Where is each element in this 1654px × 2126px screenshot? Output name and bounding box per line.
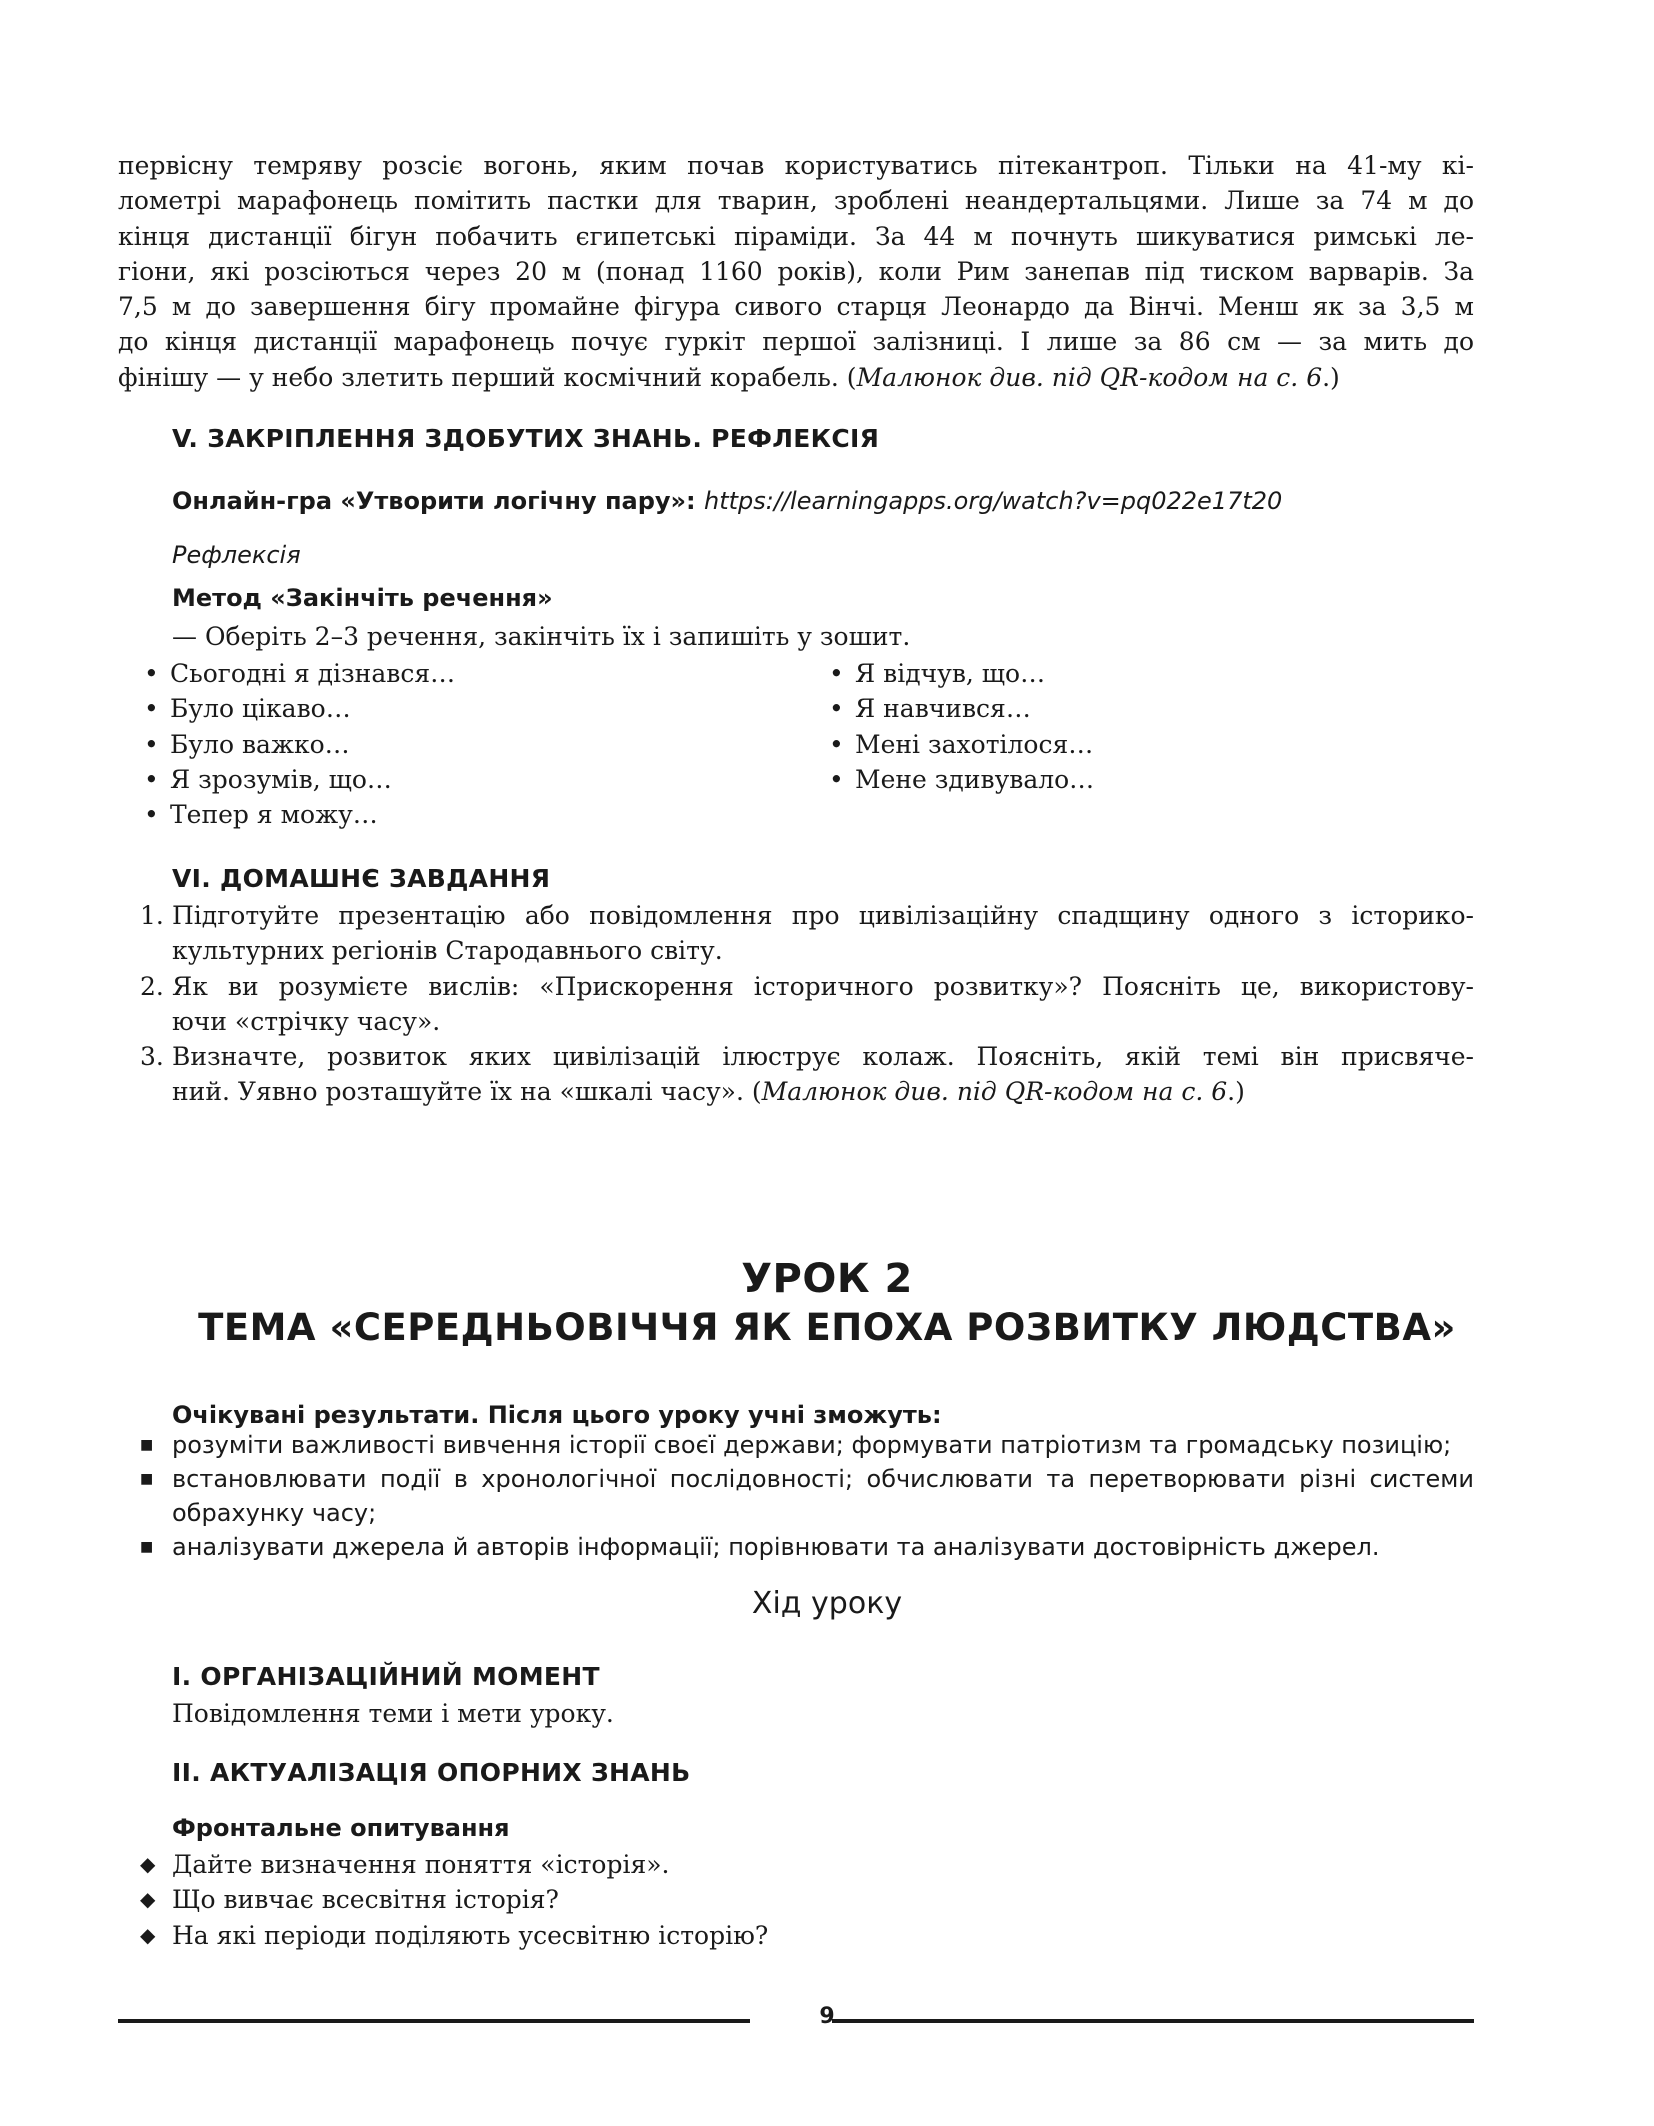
- bullet-icon: •: [829, 659, 844, 688]
- homework-list: [140, 898, 1474, 1110]
- sentence-list-right: [829, 656, 1095, 797]
- text-line: розуміти важливості вивчення історії своєї держави; формувати патріотизм та громадську позицію;: [172, 1431, 1452, 1459]
- list-item: [144, 691, 455, 726]
- lesson-course-title: Хід уроку: [751, 1586, 903, 1621]
- method-title: Метод «Закінчіть речення»: [172, 584, 553, 612]
- figure-reference: Малюнок див. під QR-кодом на с. 6: [761, 1077, 1228, 1107]
- text-line: аналізувати джерела й авторів інформації; порівнювати та аналізувати достовірність джерел.: [172, 1533, 1380, 1561]
- bullet-icon: •: [144, 659, 159, 688]
- list-item: [144, 656, 456, 691]
- text-line: до кінця дистанції марафонець почує гуркіт першої залізниці. І лише за 86 см — за мить до: [118, 327, 1474, 357]
- online-game-link[interactable]: https://learningapps.org/watch?v=pq022e17t20: [704, 487, 1283, 515]
- text-line: [172, 1074, 1474, 1109]
- text-line: кінця дистанції бігун побачить єгипетські піраміди. За 44 м почнуть шикуватися римські ле-: [118, 221, 1474, 251]
- list-item-text: Я навчився…: [855, 694, 1031, 724]
- bullet-icon: •: [144, 764, 159, 794]
- list-item: [140, 1530, 1474, 1564]
- item-number: 3.: [140, 1042, 164, 1072]
- list-item: [829, 656, 1094, 691]
- diamond-bullet-icon: ◆: [140, 1887, 156, 1912]
- list-item: [140, 1847, 768, 1882]
- text-line: 7,5 м до завершення бігу промайне фігура сивого старця Леонардо да Вінчі. Менш як за 3,5 м: [118, 292, 1474, 322]
- item-number: 1.: [140, 901, 164, 930]
- list-item-text: Тепер я можу…: [170, 800, 378, 830]
- list-item: [140, 969, 1474, 1040]
- list-item: [829, 691, 1094, 726]
- bullet-icon: •: [144, 694, 159, 724]
- text-line: Визначте, розвиток яких цивілізацій ілюструє колаж. Поясніть, якій темі він присвяче-: [172, 1042, 1474, 1072]
- list-item: [144, 797, 455, 832]
- list-item: [140, 1428, 1474, 1462]
- section-heading: І. ОРГАНІЗАЦІЙНИЙ МОМЕНТ: [172, 1662, 600, 1691]
- section-text: Повідомлення теми і мети уроку.: [172, 1699, 614, 1728]
- instruction-text: — Оберіть 2–3 речення, закінчіть їх і запишіть у зошит.: [172, 622, 911, 651]
- list-item-text: Було цікаво…: [170, 694, 351, 724]
- square-bullet-icon: ■: [140, 1539, 154, 1555]
- square-bullet-icon: ■: [140, 1437, 154, 1453]
- list-item: [140, 1882, 768, 1917]
- text-line: Підготуйте презентацію або повідомлення про цивілізаційну спадщину одного з історико-: [172, 901, 1474, 930]
- bullet-icon: •: [829, 764, 844, 794]
- list-item-text: Мене здивувало…: [855, 764, 1095, 794]
- online-game-label: Онлайн-гра «Утворити логічну пару»:: [172, 487, 696, 515]
- bullet-icon: •: [829, 694, 844, 724]
- list-item-text: Я відчув, що…: [855, 659, 1046, 688]
- bullet-icon: •: [144, 729, 159, 759]
- text-line: гіони, які розсіються через 20 м (понад 1160 років), коли Рим занепав під тиском варварів. За: [118, 256, 1474, 286]
- lesson-title: УРОК 2: [741, 1256, 913, 1302]
- square-bullet-icon: ■: [140, 1471, 154, 1487]
- item-number: 2.: [140, 971, 164, 1001]
- text-fragment: .): [1322, 362, 1340, 392]
- text-line: культурних регіонів Стародавнього світу.: [172, 936, 723, 966]
- lesson-topic: ТЕМА «СЕРЕДНЬОВІЧЧЯ ЯК ЕПОХА РОЗВИТКУ ЛЮДСТВА»: [198, 1306, 1456, 1349]
- text-line: встановлювати події в хронологічної послідовності; обчислювати та перетворювати різні системи: [172, 1465, 1474, 1493]
- reflection-label: Рефлексія: [172, 541, 301, 569]
- diamond-bullet-icon: ◆: [140, 1922, 156, 1947]
- text-line: лометрі марафонець помітить пастки для тварин, зроблені неандертальцями. Лише за 74 м до: [118, 186, 1474, 216]
- section-heading: VI. ДОМАШНЄ ЗАВДАННЯ: [172, 864, 551, 893]
- list-item: [140, 1039, 1474, 1110]
- section-heading: V. ЗАКРІПЛЕННЯ ЗДОБУТИХ ЗНАНЬ. РЕФЛЕКСІЯ: [172, 424, 880, 453]
- outcomes-heading: Очікувані результати. Після цього уроку учні зможуть:: [172, 1401, 942, 1429]
- list-item-text: Мені захотілося…: [855, 729, 1094, 759]
- diamond-bullet-icon: ◆: [140, 1852, 156, 1876]
- list-item: [144, 727, 455, 762]
- list-item-text: Я зрозумів, що…: [170, 764, 392, 794]
- bullet-icon: •: [144, 800, 159, 830]
- text-line: Як ви розумієте вислів: «Прискорення історичного розвитку»? Поясніть це, використову-: [172, 971, 1474, 1001]
- text-line: ючи «стрічку часу».: [172, 1006, 441, 1036]
- section-heading: ІІ. АКТУАЛІЗАЦІЯ ОПОРНИХ ЗНАНЬ: [172, 1758, 691, 1787]
- list-item: [144, 762, 455, 797]
- online-game-line: [172, 487, 1282, 515]
- sentence-list-left: [144, 656, 456, 832]
- text-fragment: ний. Уявно розташуйте їх на «шкалі часу». (: [172, 1077, 762, 1107]
- page-number: 9: [819, 2004, 835, 2029]
- list-item-text: Дайте визначення поняття «історія».: [172, 1850, 670, 1879]
- figure-reference: Малюнок див. під QR-кодом на с. 6: [856, 362, 1323, 392]
- list-item-text: Сьогодні я дізнався…: [170, 659, 456, 688]
- text-fragment: фінішу — у небо злетить перший космічний корабель. (: [118, 362, 857, 392]
- text-line: [118, 360, 1474, 395]
- outcomes-list: [140, 1428, 1474, 1564]
- list-item: [140, 898, 1474, 969]
- list-item: [829, 727, 1094, 762]
- text-line: первісну темряву розсіє вогонь, яким почав користуватись пітекантроп. Тільки на 41-му кі-: [118, 151, 1474, 180]
- list-item-text: Було важко…: [170, 729, 350, 759]
- list-item: [829, 762, 1095, 797]
- bullet-icon: •: [829, 729, 844, 759]
- list-item-text: Що вивчає всесвітня історія?: [172, 1885, 559, 1915]
- intro-paragraph: [118, 148, 1474, 395]
- text-fragment: .): [1227, 1077, 1245, 1107]
- text-line: обрахунку часу;: [172, 1499, 377, 1527]
- survey-title: Фронтальне опитування: [172, 1814, 510, 1842]
- question-list: [140, 1847, 768, 1953]
- list-item: [140, 1462, 1474, 1530]
- list-item: [140, 1918, 768, 1953]
- list-item-text: На які періоди поділяють усесвітню історію?: [172, 1920, 769, 1950]
